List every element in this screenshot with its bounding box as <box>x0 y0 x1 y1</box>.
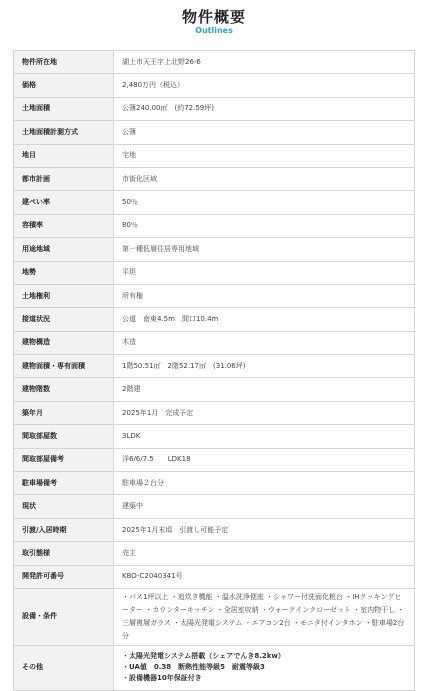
table-row <box>14 355 415 378</box>
row-label: 容積率 <box>14 214 114 237</box>
row-label: 間取部屋数 <box>14 425 114 448</box>
table-row <box>14 425 415 448</box>
row-value: 2025年1月末頃 引渡し可能予定 <box>114 518 415 541</box>
row-value: 駐車場２台分 <box>114 472 415 495</box>
table-row <box>14 261 415 284</box>
row-label: 建物面積・専有面積 <box>14 355 114 378</box>
row-value: 市街化区域 <box>114 167 415 190</box>
table-row <box>14 74 415 97</box>
row-label: 引渡/入居時期 <box>14 518 114 541</box>
row-label: 建ぺい率 <box>14 191 114 214</box>
other-label: その他 <box>14 645 114 690</box>
table-row-equipment <box>14 588 415 645</box>
row-value: 木造 <box>114 331 415 354</box>
row-value: 公簿240.00㎡ (約72.59坪) <box>114 97 415 120</box>
table-row <box>14 378 415 401</box>
table-row <box>14 518 415 541</box>
property-spec-table <box>13 50 415 691</box>
other-value <box>114 645 415 690</box>
table-row <box>14 51 415 74</box>
table-row <box>14 97 415 120</box>
row-value: 宅地 <box>114 144 415 167</box>
row-label: 駐車場備考 <box>14 472 114 495</box>
row-value: 3LDK <box>114 425 415 448</box>
row-label: 土地面積 <box>14 97 114 120</box>
row-value: 公簿 <box>114 121 415 144</box>
row-value: 平坦 <box>114 261 415 284</box>
table-row <box>14 448 415 471</box>
table-row <box>14 565 415 588</box>
equipment-label: 設備・条件 <box>14 588 114 645</box>
table-row <box>14 495 415 518</box>
row-label: 建物構造 <box>14 331 114 354</box>
row-value: 所有権 <box>114 284 415 307</box>
table-row-other <box>14 645 415 690</box>
row-label: 土地面積計測方式 <box>14 121 114 144</box>
row-value: 80％ <box>114 214 415 237</box>
table-row <box>14 542 415 565</box>
row-value: 建築中 <box>114 495 415 518</box>
row-value: 2階建 <box>114 378 415 401</box>
other-line-solar: ・太陽光発電システム搭載（シェアでんき8.2kw） <box>122 652 285 661</box>
other-line-insulation: ・UA値 0.38 断熱性能等級5 耐震等級3 <box>122 663 265 672</box>
row-label: 地目 <box>14 144 114 167</box>
row-value: 公道 南東4.5m 間口10.4m <box>114 308 415 331</box>
row-label: 土地権利 <box>14 284 114 307</box>
row-label: 築年月 <box>14 401 114 424</box>
table-row <box>14 238 415 261</box>
row-label: 価格 <box>14 74 114 97</box>
page-title: 物件概要 <box>181 8 246 26</box>
row-value: 2,480万円（税込） <box>114 74 415 97</box>
row-label: 接道状況 <box>14 308 114 331</box>
row-value: 50％ <box>114 191 415 214</box>
row-label: 間取部屋備考 <box>14 448 114 471</box>
table-row <box>14 308 415 331</box>
equipment-value <box>114 588 415 645</box>
equipment-text: ・バス1坪以上 ・追炊き機能 ・温水洗浄便座 ・シャワー付洗面化粧台 ・IHクッキングヒーター ・カウンターキッチン ・全居室収納 ・ウォークインクローゼット ・室内物干し ・三層複層ガラス ・太陽光発電システム ・エアコン2台 ・モニタ付インタホン ・駐車場2台分 <box>122 592 405 640</box>
table-row <box>14 472 415 495</box>
row-value: 1階50.51㎡ 2階52.17㎡ (31.06坪) <box>114 355 415 378</box>
row-label: 現状 <box>14 495 114 518</box>
row-value: 2025年1月 完成予定 <box>114 401 415 424</box>
row-value: 洋6/6/7.5 LDK18 <box>114 448 415 471</box>
row-label: 用途地域 <box>14 238 114 261</box>
row-value: KBO-C2040341号 <box>114 565 415 588</box>
row-label: 取引態様 <box>14 542 114 565</box>
row-label: 建物階数 <box>14 378 114 401</box>
row-label: 開発許可番号 <box>14 565 114 588</box>
table-row <box>14 401 415 424</box>
table-row <box>14 191 415 214</box>
row-label: 地勢 <box>14 261 114 284</box>
table-row <box>14 214 415 237</box>
row-label: 物件所在地 <box>14 51 114 74</box>
row-value: 第一種低層住居専用地域 <box>114 238 415 261</box>
table-row <box>14 121 415 144</box>
table-row <box>14 144 415 167</box>
table-row <box>14 284 415 307</box>
row-value: 湖上市天王字上北野26-6 <box>114 51 415 74</box>
page-subtitle: Outlines <box>195 26 233 35</box>
table-row <box>14 331 415 354</box>
row-value: 売主 <box>114 542 415 565</box>
other-line-warranty: ・設備機器10年保証付き <box>122 674 202 683</box>
row-label: 都市計画 <box>14 167 114 190</box>
table-row <box>14 167 415 190</box>
